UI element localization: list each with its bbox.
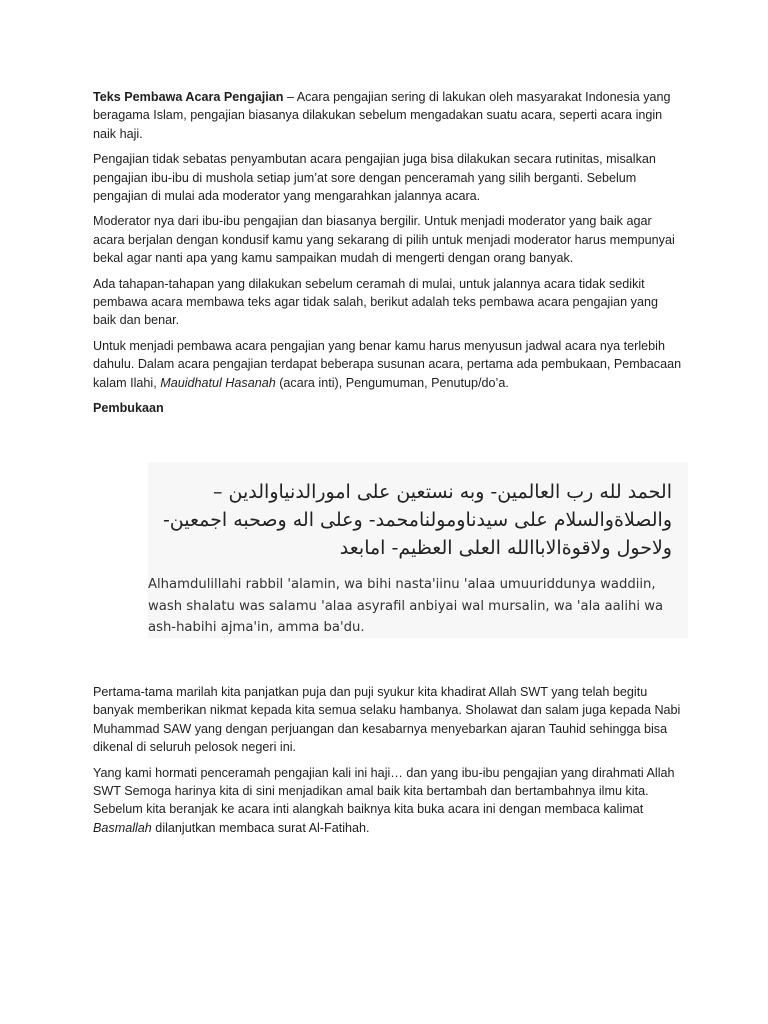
transliteration-text: Alhamdulillahi rabbil 'alamin, wa bihi nasta'iinu 'alaa umuuriddunya waddiin, wash shalatu was salamu 'alaa asyrafil anbiyai wal mursalin, wa 'ala aalihi wa ash-habihi ajma'in, amma ba'du. — [148, 577, 664, 635]
arabic-line: الحمد لله رب العالمين- وبه نستعين على امورالدنياوالدين – — [213, 481, 672, 503]
intro-text: – Acara pengajian sering di lakukan oleh masyarakat Indonesia yang beragama Islam, pengajian biasanya dilakukan sebelum mengadakan suatu acara, seperti acara ingin naik haji. — [93, 90, 671, 141]
paragraph-3: Moderator nya dari ibu-ibu pengajian dan biasanya bergilir. Untuk menjadi moderator yang baik agar acara berjalan dengan kondusif kamu yang sekarang di pilih untuk menjadi moderator harus mempunyai bekal agar nanti apa yang kamu sampaikan mudah di mengerti dengan orang banyak. — [93, 214, 675, 266]
paragraph-7-italic: Basmallah — [93, 820, 152, 835]
section-heading: Pembukaan — [93, 401, 164, 416]
intro-section — [93, 88, 683, 425]
paragraph-7-text-b: dilanjutkan membaca surat Al-Fatihah. — [151, 820, 370, 835]
arabic-quote-image — [148, 462, 688, 638]
paragraph-2: Pengajian tidak sebatas penyambutan acara pengajian juga bisa dilakukan secara rutinitas, misalkan pengajian ibu-ibu di mushola setiap jum’at sore dengan penceramah yang silih berganti. Sebelum pengajian di mulai ada moderator yang mengarahkan jalannya acara. — [93, 152, 656, 204]
paragraph-7-text-a: Yang kami hormati penceramah pengajian kali ini haji… dan yang ibu-ibu pengajian yang dirahmati Allah SWT Semoga harinya kita di sini menjadikan amal baik kita bertambah dan bertambahnya ilmu kita. Sebelum kita beranjak ke acara inti alangkah baiknya kita buka acara ini dengan membaca kalimat — [93, 765, 675, 817]
paragraph-4: Ada tahapan-tahapan yang dilakukan sebelum ceramah di mulai, untuk jalannya acara tidak sedikit pembawa acara membawa teks agar tidak salah, berikut adalah teks pembawa acara pengajian yang baik dan benar. — [93, 276, 658, 328]
article-title: Teks Pembawa Acara Pengajian — [93, 90, 284, 104]
paragraph-intro — [93, 88, 683, 143]
arabic-line: ولاحول ولاقوةالاباالله العلى العظيم- امابعد — [339, 537, 672, 559]
paragraph-5-text-a: Untuk menjadi pembawa acara pengajian yang benar kamu harus menyusun jadwal acara nya terlebih dahulu. Dalam acara pengajian terdapat beberapa susunan acara, pertama ada pembukaan, Pembacaan kalam Ilahi, — [93, 338, 682, 390]
opening-section — [93, 683, 683, 844]
paragraph-5-text-b: (acara inti), Pengumuman, Penutup/do’a. — [275, 375, 509, 390]
paragraph-6: Pertama-tama marilah kita panjatkan puja dan puji syukur kita khadirat Allah SWT yang telah begitu banyak memberikan nikmat kepada kita semua selaku hambanya. Sholawat dan salam juga kepada Nabi Muhammad SAW yang dengan perjuangan dan kesabarnya menyebarkan ajaran Tauhid sehingga bisa dikenal di seluruh pelosok negeri ini. — [93, 685, 681, 755]
paragraph-5 — [93, 337, 683, 392]
arabic-line: والصلاةوالسلام على سيدناومولنامحمد- وعلى اله وصحبه اجمعين- — [162, 509, 672, 531]
paragraph-7 — [93, 764, 683, 838]
paragraph-5-italic: Mauidhatul Hasanah — [160, 375, 276, 390]
arabic-text — [162, 478, 672, 562]
